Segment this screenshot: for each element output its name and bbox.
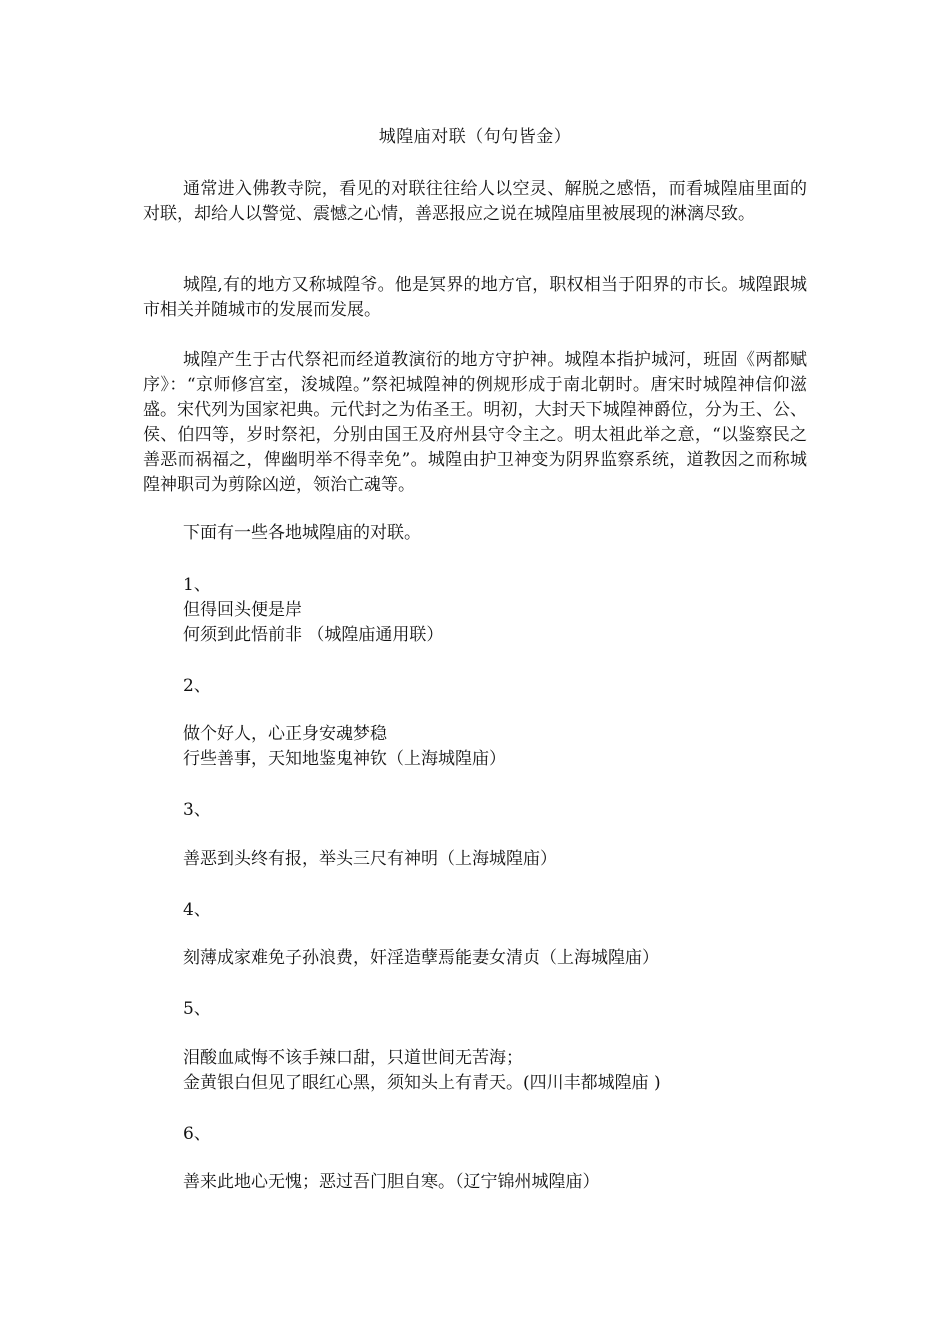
chenghuang-definition-paragraph: 城隍,有的地方又称城隍爷。他是冥界的地方官，职权相当于阳界的市长。城隍跟城市相关并随城市的发展而发展。	[143, 275, 807, 320]
couplet-line: 何须到此悟前非 （城隍庙通用联）	[183, 625, 444, 645]
couplet-number: 3、	[183, 800, 211, 820]
couplet-number: 2、	[183, 676, 211, 696]
couplet-line: 善来此地心无愧；恶过吾门胆自寒。（辽宁锦州城隍庙）	[183, 1172, 600, 1192]
chenghuang-history-paragraph: 城隍产生于古代祭祀而经道教演衍的地方守护神。城隍本指护城河，班固《两都赋序》：“京师修宫室，浚城隍。”祭祀城隍神的例规形成于南北朝时。唐宋时城隍神信仰滋盛。宋代列为国家祀典。元代封之为佑圣王。明初，大封天下城隍神爵位，分为王、公、侯、伯四等，岁时祭祀，分别由国王及府州县守令主之。明太祖此举之意，“以鉴察民之善恶而祸福之，俾幽明举不得幸免”。城隍由护卫神变为阴界监察系统，道教因之而称城隍神职司为剪除凶逆，领治亡魂等。	[143, 350, 807, 495]
couplet-line: 泪酸血咸悔不该手辣口甜，只道世间无苦海；	[183, 1048, 523, 1068]
couplet-number: 5、	[183, 999, 211, 1019]
couplet-line: 刻薄成家难免子孙浪费，奸淫造孽焉能妻女清贞（上海城隍庙）	[183, 948, 659, 968]
couplet-line: 善恶到头终有报，举头三尺有神明（上海城隍庙）	[183, 849, 557, 869]
intro-paragraph: 通常进入佛教寺院，看见的对联往往给人以空灵、解脱之感悟，而看城隍庙里面的对联，却给人以警觉、震憾之心情，善恶报应之说在城隍庙里被展现的淋漓尽致。	[143, 179, 807, 224]
couplet-line: 金黄银白但见了眼红心黑，须知头上有青天。(四川丰都城隍庙 )	[183, 1073, 661, 1093]
couplets-intro-paragraph: 下面有一些各地城隍庙的对联。	[183, 523, 421, 543]
document-title: 城隍庙对联（句句皆金）	[378, 127, 572, 147]
couplet-number: 1、	[183, 575, 211, 595]
couplet-number: 4、	[183, 900, 211, 920]
couplet-line: 做个好人，心正身安魂梦稳	[183, 724, 387, 744]
couplet-number: 6、	[183, 1124, 211, 1144]
couplet-line: 行些善事，天知地鉴鬼神钦（上海城隍庙）	[183, 749, 506, 769]
couplet-line: 但得回头便是岸	[183, 600, 302, 620]
